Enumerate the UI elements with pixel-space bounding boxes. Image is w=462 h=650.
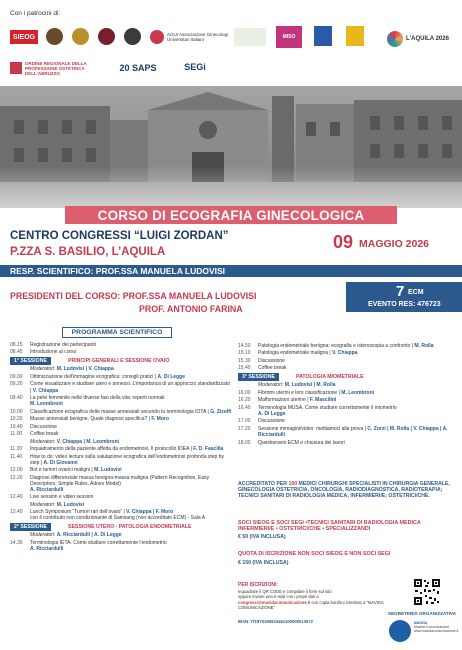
date-day: 09 <box>333 232 354 252</box>
sieog-logo: SIEOG <box>10 30 38 44</box>
program-row: 15.10 Patologia endometriale maligna | V. Chiappa <box>238 350 358 357</box>
session-label: 2° SESSIONE <box>10 523 51 531</box>
program-row: 12.20 Diagnosi differenziale massa benigna-massa maligna (Pattern Recognition, Easy Descriptors, Simple Rules, Adnex Model) A. Ricciardulli <box>10 474 210 493</box>
session-title: PRINCIPI GENERALI E SESSIONE OVAIO <box>68 357 170 364</box>
program-row: 08.15 Registrazione dei partecipanti <box>10 342 96 348</box>
program-row: 10.20 Masse annessiali benigne. Quale diagnosi specifica? | F. Moro <box>10 416 169 423</box>
organizing-secretariat-info: MAVIDA Mavida Comunicazione www.mavidacomunicazione.it <box>414 621 459 633</box>
venue-name: CENTRO CONGRESSI “LUIGI ZORDAN” <box>10 230 229 242</box>
session-3-header <box>238 373 454 381</box>
program-left-column <box>10 342 232 553</box>
registration-title: PER ISCRIZIONI: <box>238 582 279 588</box>
program-row: 15.40 Coffee break <box>238 365 287 372</box>
program-row: 14.30 Terminologia IETA. Come studiare correttamente l’endometrio A. Ricciardulli <box>10 539 167 552</box>
moderators: Moderatori: M. Ludovisi <box>30 501 85 508</box>
program-row: 15.30 Discussione <box>238 357 285 364</box>
date-month-year: MAGGIO 2026 <box>359 238 430 250</box>
program-row: 18.00 Questionario ECM e chiusura dei lavori <box>238 439 345 446</box>
crest-logo <box>72 28 89 45</box>
aquila-2026-logo: L'AQUILA 2026 <box>382 27 454 51</box>
ecm-credits: 7 <box>396 283 405 300</box>
patronage-band <box>0 0 462 86</box>
accreditation-info: ACCREDITATO PER 100 MEDICI CHIRURGHI SPECIALISTI IN CHIRURGIA GENERALE, GINECOLOGIA OSTETRICIA, ONCOLOGIA, RADIODIAGNOSTICA, RADIOTERAPIA; TECNICI SANITARI DI RADIOLOGIA MEDICA; INFERMIERI/E; OSTETRICI/CHE. <box>238 481 450 500</box>
venue-address: P.ZZA S. BASILIO, L’AQUILA <box>10 246 166 258</box>
program-row: 17.00 Discussione <box>238 418 285 425</box>
university-seal-logo <box>46 28 63 45</box>
program-row: 16.20 Malformazioni uterine | F. Mascilini <box>238 397 337 404</box>
course-president-2: PROF. ANTONIO FARINA <box>139 304 243 314</box>
program-row: 08.45 Introduzione al corso <box>10 349 77 356</box>
moderators: Moderatori: M. Ludovisi | M. Rolla <box>258 382 336 389</box>
hospital-logo <box>234 28 266 46</box>
moderators: Moderatori: V. Chiappa | M. Leombroni <box>30 438 120 445</box>
event-res: EVENTO RES: 476723 <box>368 301 441 308</box>
moderators: Moderatori: M. Ludovisi | V. Chiappa <box>30 366 114 373</box>
registration-instructions: Inquadrare il QR CODE e compilare il form sul sito oppure inviare una e-mail con i propri dati a congressi@mavidacomunicazione.it con copia bonifico intestato a “MAVIDA COMUNICAZIONE” <box>238 589 384 610</box>
program-row: 10.40 Discussione <box>10 423 57 430</box>
course-title-band <box>65 206 397 224</box>
program-row: 17.20 Sessione immagini/video: mettiamoci alla prova | C. Zorzi | M. Rolla | V. Chiappa | A. Ricciardulli <box>238 425 448 439</box>
program-row: 16.40 Terminologia MUSA. Come studiare correttamente il miometrio A. Di Legge <box>238 404 397 417</box>
ecm-box <box>346 282 462 312</box>
course-presidents: PRESIDENTI DEL CORSO: PROF.SSA MANUELA LUDOVISI <box>10 291 257 301</box>
program-row: 14.50 Patologia endometriale benigna: ecografia e isteroscopia a confronto | M. Rolla <box>238 343 434 349</box>
university-seal-logo-2 <box>98 28 115 45</box>
program-row: 12.00 Bot e tumori ovarici maligni | M. Ludovisi <box>10 467 122 474</box>
course-title: CORSO DI ECOGRAFIA GINECOLOGICA <box>97 207 365 223</box>
session-label: 1° SESSIONE <box>10 357 51 365</box>
program-row: 11.00 Coffee break <box>10 431 59 438</box>
program-row: 16.00 Fibromi uterini e loro classificazione | M. Leombroni <box>238 389 375 396</box>
scientific-responsible: RESP. SCIENTIFICO: PROF.SSA MANUELA LUDOVISI <box>10 266 226 276</box>
program-right-column <box>238 343 454 447</box>
mavida-logo <box>389 620 411 642</box>
registration-email[interactable]: congressi@mavidacomunicazione.it <box>238 599 311 605</box>
program-row: 10.00 Classificazione ecografica delle masse annessiali secondo la terminologia IOTA | G. Zizolfi <box>10 408 232 415</box>
program-row: 09.00 Ottimizzazione dell’immagine ecografica: consigli pratici | A. Di Legge <box>10 373 185 380</box>
program-row: 11.40 How to do: video lecture sulla valutazione ecografica dell’endometriosi profonda step by step | A. Di Giovanni <box>10 453 225 466</box>
fee-members-price: € 50 (IVA INCLUSA) <box>238 534 286 540</box>
scientific-responsible-band <box>0 265 462 277</box>
program-heading-box <box>62 327 172 338</box>
crest-logo-2 <box>124 28 141 45</box>
city-illustration <box>0 86 462 208</box>
program-heading: PROGRAMMA SCIENTIFICO <box>71 329 163 336</box>
ordine-ostetrica-logo: ORDINE REGIONALE DELLA PROFESSIONE OSTETRICA DELL'ABRUZZO <box>10 60 110 76</box>
session-title: PATOLOGIA MIOMETRIALE <box>296 373 364 380</box>
saps-logo: 20 SAPS <box>119 63 157 73</box>
session-label: 3° SESSIONE <box>238 373 279 381</box>
agui-logo: AGUI Associazione Ginecologi Universitari Italiani <box>150 28 230 46</box>
city-crest-logo <box>346 26 364 46</box>
fee-non-members-label: QUOTA DI ISCRIZIONE NON SOCI SIEOG E NON SOCI SEGI <box>238 551 391 557</box>
session-1-header <box>10 357 232 365</box>
program-row: 09.20 Come visualizzare e studiare utero e annessi. L’importanza di un approccio standardizzato | V. Chiappa <box>10 381 231 394</box>
session-2-header <box>10 523 232 531</box>
segi-logo: SEGi <box>184 62 206 72</box>
region-crest-logo <box>314 26 332 46</box>
moderators: Moderatori: A. Ricciardulli | A. Di Legge <box>30 532 122 539</box>
hero-image <box>0 86 462 208</box>
registration-iban: IBAN: IT18Y0306915461100000013672 <box>238 619 313 624</box>
session-title: SESSIONE UTERO - PATOLOGIA ENDOMETRIALE <box>68 523 192 530</box>
fee-members-label: SOCI SIEOG E SOCI SEGI •TECNICI SANITARI DI RADIOLOGIA MEDICA INFERMIERI/E • OSTETRICI/CHE • SPECIALIZZANDI <box>238 520 421 533</box>
fee-non-members-price: € 150 (IVA INCLUSA) <box>238 560 289 566</box>
program-row: 12.40 Live session e video session <box>10 494 94 501</box>
ecm-unit: ECM <box>408 289 424 296</box>
patronage-label: Con i patrocini di: <box>10 10 61 17</box>
program-row: 11.20 Inquadramento della paziente affetta da endometriosi. Il protocollo IDEA | F. D. Fascilla <box>10 446 224 453</box>
aquila-ring-icon <box>387 31 403 47</box>
miso-logo: MISO <box>276 26 302 48</box>
program-row: 09.40 La pelvi femminile nelle diverse fasi della vita: reperti normali M. Leombroni <box>10 395 165 408</box>
program-row: 13.40 Lunch Symposium “Tumori rari dell’ovaio” | V. Chiappa | F. Moro con il contributo non condizionante di Samsung (non accreditato ECM) - Sala A <box>10 509 206 522</box>
qr-code-icon[interactable] <box>413 578 441 606</box>
organizing-secretariat-title: SEGRETERIA ORGANIZZATIVA <box>388 611 457 616</box>
